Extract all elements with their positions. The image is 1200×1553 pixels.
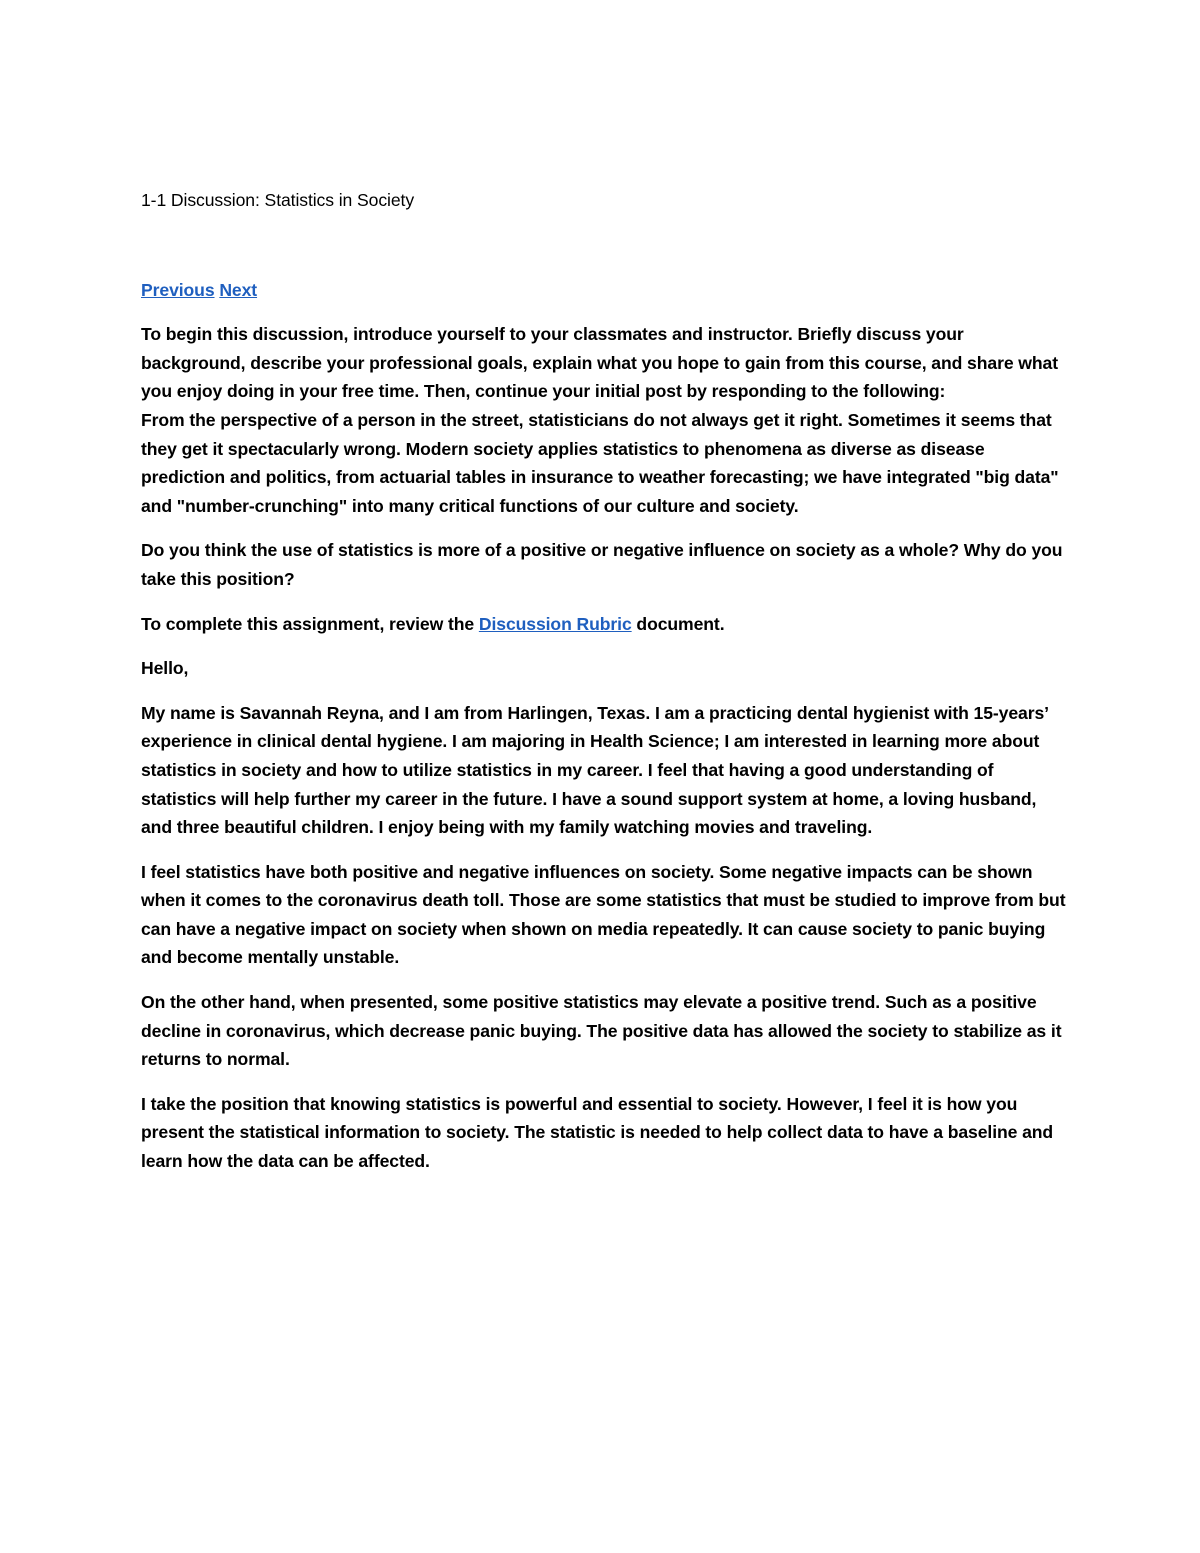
next-link[interactable] — [219, 280, 257, 300]
prompt-question: Do you think the use of statistics is more of a positive or negative influence on society as a whole? Why do you take this position? — [141, 540, 1063, 589]
next-link-label: Next — [219, 279, 258, 300]
nav-links — [141, 276, 1066, 305]
discussion-rubric-link[interactable]: Discussion Rubric — [478, 613, 632, 634]
prompt-paragraph-context: From the perspective of a person in the street, statisticians do not always get it right. Sometimes it seems that they get it spectacularly wrong. Modern society applies statistics to phenomena as diverse as disease prediction and politics, from actuarial tables in insurance to weather forecasting; we have integrated "big data" and "number-crunching" into many critical functions of our culture and society. — [141, 409, 1059, 516]
response-section — [141, 654, 1066, 1176]
response-paragraph-positive: On the other hand, when presented, some positive statistics may elevate a positive trend. Such as a positive decline in coronavirus, which decrease panic buying. The positive data has allowed the society to stabilize as it returns to normal. — [141, 992, 1062, 1070]
document-page — [141, 186, 1066, 1192]
response-greeting: Hello, — [141, 658, 189, 679]
previous-link[interactable]: Previous — [141, 279, 215, 300]
response-paragraph-position: I take the position that knowing statistics is powerful and essential to society. However, I feel it is how you present the statistical information to society. The statistic is needed to help collect data to have a baseline and learn how the data can be affected. — [141, 1093, 1054, 1172]
prompt-paragraph-intro: To begin this discussion, introduce yourself to your classmates and instructor. Briefly discuss your background, describe your professional goals, explain what you hope to gain from this course, and share what you enjoy doing in your free time. Then, continue your initial post by responding to the following: — [141, 324, 1058, 402]
response-paragraph-influences: I feel statistics have both positive and negative influences on society. Some negative impacts can be shown when it comes to the coronavirus death toll. Those are some statistics that must be studied to improve from but can have a negative impact on society when shown on media repeatedly. It can cause society to panic buying and become mentally unstable. — [141, 861, 1066, 968]
nav-spacer — [141, 304, 1066, 320]
instructions-text-before: To complete this assignment, review the — [141, 613, 479, 634]
prompt-section — [141, 320, 1066, 638]
prompt-instructions — [141, 610, 1066, 639]
page-title: 1-1 Discussion: Statistics in Society — [141, 190, 415, 210]
response-paragraph-intro: My name is Savannah Reyna, and I am from Harlingen, Texas. I am a practicing dental hygienist with 15-years’ experience in clinical dental hygiene. I am majoring in Health Science; I am interested in learning more about statistics in society and how to utilize statistics in my career. I feel that having a good understanding of statistics will help further my career in the future. I have a sound support system at home, a loving husband, and three beautiful children. I enjoy being with my family watching movies and traveling. — [141, 702, 1048, 838]
instructions-text-after: document. — [631, 613, 725, 634]
